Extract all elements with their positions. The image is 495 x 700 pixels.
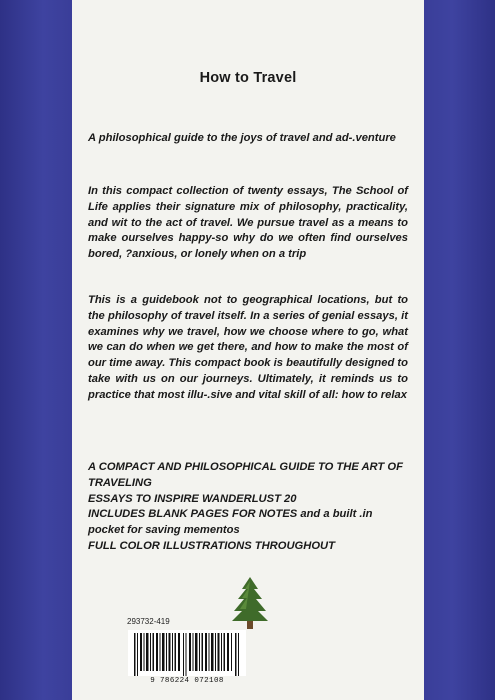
feature-item: ESSAYS TO INSPIRE WANDERLUST 20 — [88, 492, 297, 505]
back-cover-panel — [72, 0, 424, 700]
features-list — [88, 460, 408, 555]
description-paragraph-2 — [88, 293, 408, 404]
book-title: How to Travel — [199, 70, 297, 86]
barcode-icon — [128, 630, 246, 676]
feature-item: INCLUDES BLANK PAGES FOR NOTES and a built .in pocket for saving mementos — [88, 508, 373, 537]
right-blue-stripe — [424, 0, 495, 700]
description-paragraph-1 — [88, 184, 408, 263]
feature-item: A COMPACT AND PHILOSOPHICAL GUIDE TO THE ART OF TRAVELING — [88, 461, 403, 489]
tagline — [88, 131, 408, 147]
paragraph-2-text: This is a guidebook not to geographical locations, but to the philosophy of travel itself. In a series of genial essays, it examines why we travel, how we choose where to go, what we can do when we get there, and how to make the most of our time away. This compact book is beautifully designed to take with us on our journeys. Ultimately, it reminds us to practice that most illu-.sive and vital skill of all: how to relax — [88, 294, 408, 401]
tree-logo-icon — [228, 575, 272, 631]
product-code: 293732-419 — [127, 617, 170, 626]
isbn-digits: 9 786224 072108 — [150, 677, 224, 685]
feature-item: FULL COLOR ILLUSTRATIONS THROUGHOUT — [88, 539, 335, 552]
tagline-text: A philosophical guide to the joys of travel and ad-.venture — [88, 132, 396, 144]
paragraph-1-text: In this compact collection of twenty essays, The School of Life applies their signature mix of philosophy, practicality, and wit to the act of travel. We pursue travel as a means to make ourselves happy-so why do we often find ourselves bored, ?anxious, or lonely when on a trip — [88, 185, 408, 261]
left-blue-stripe — [0, 0, 72, 700]
